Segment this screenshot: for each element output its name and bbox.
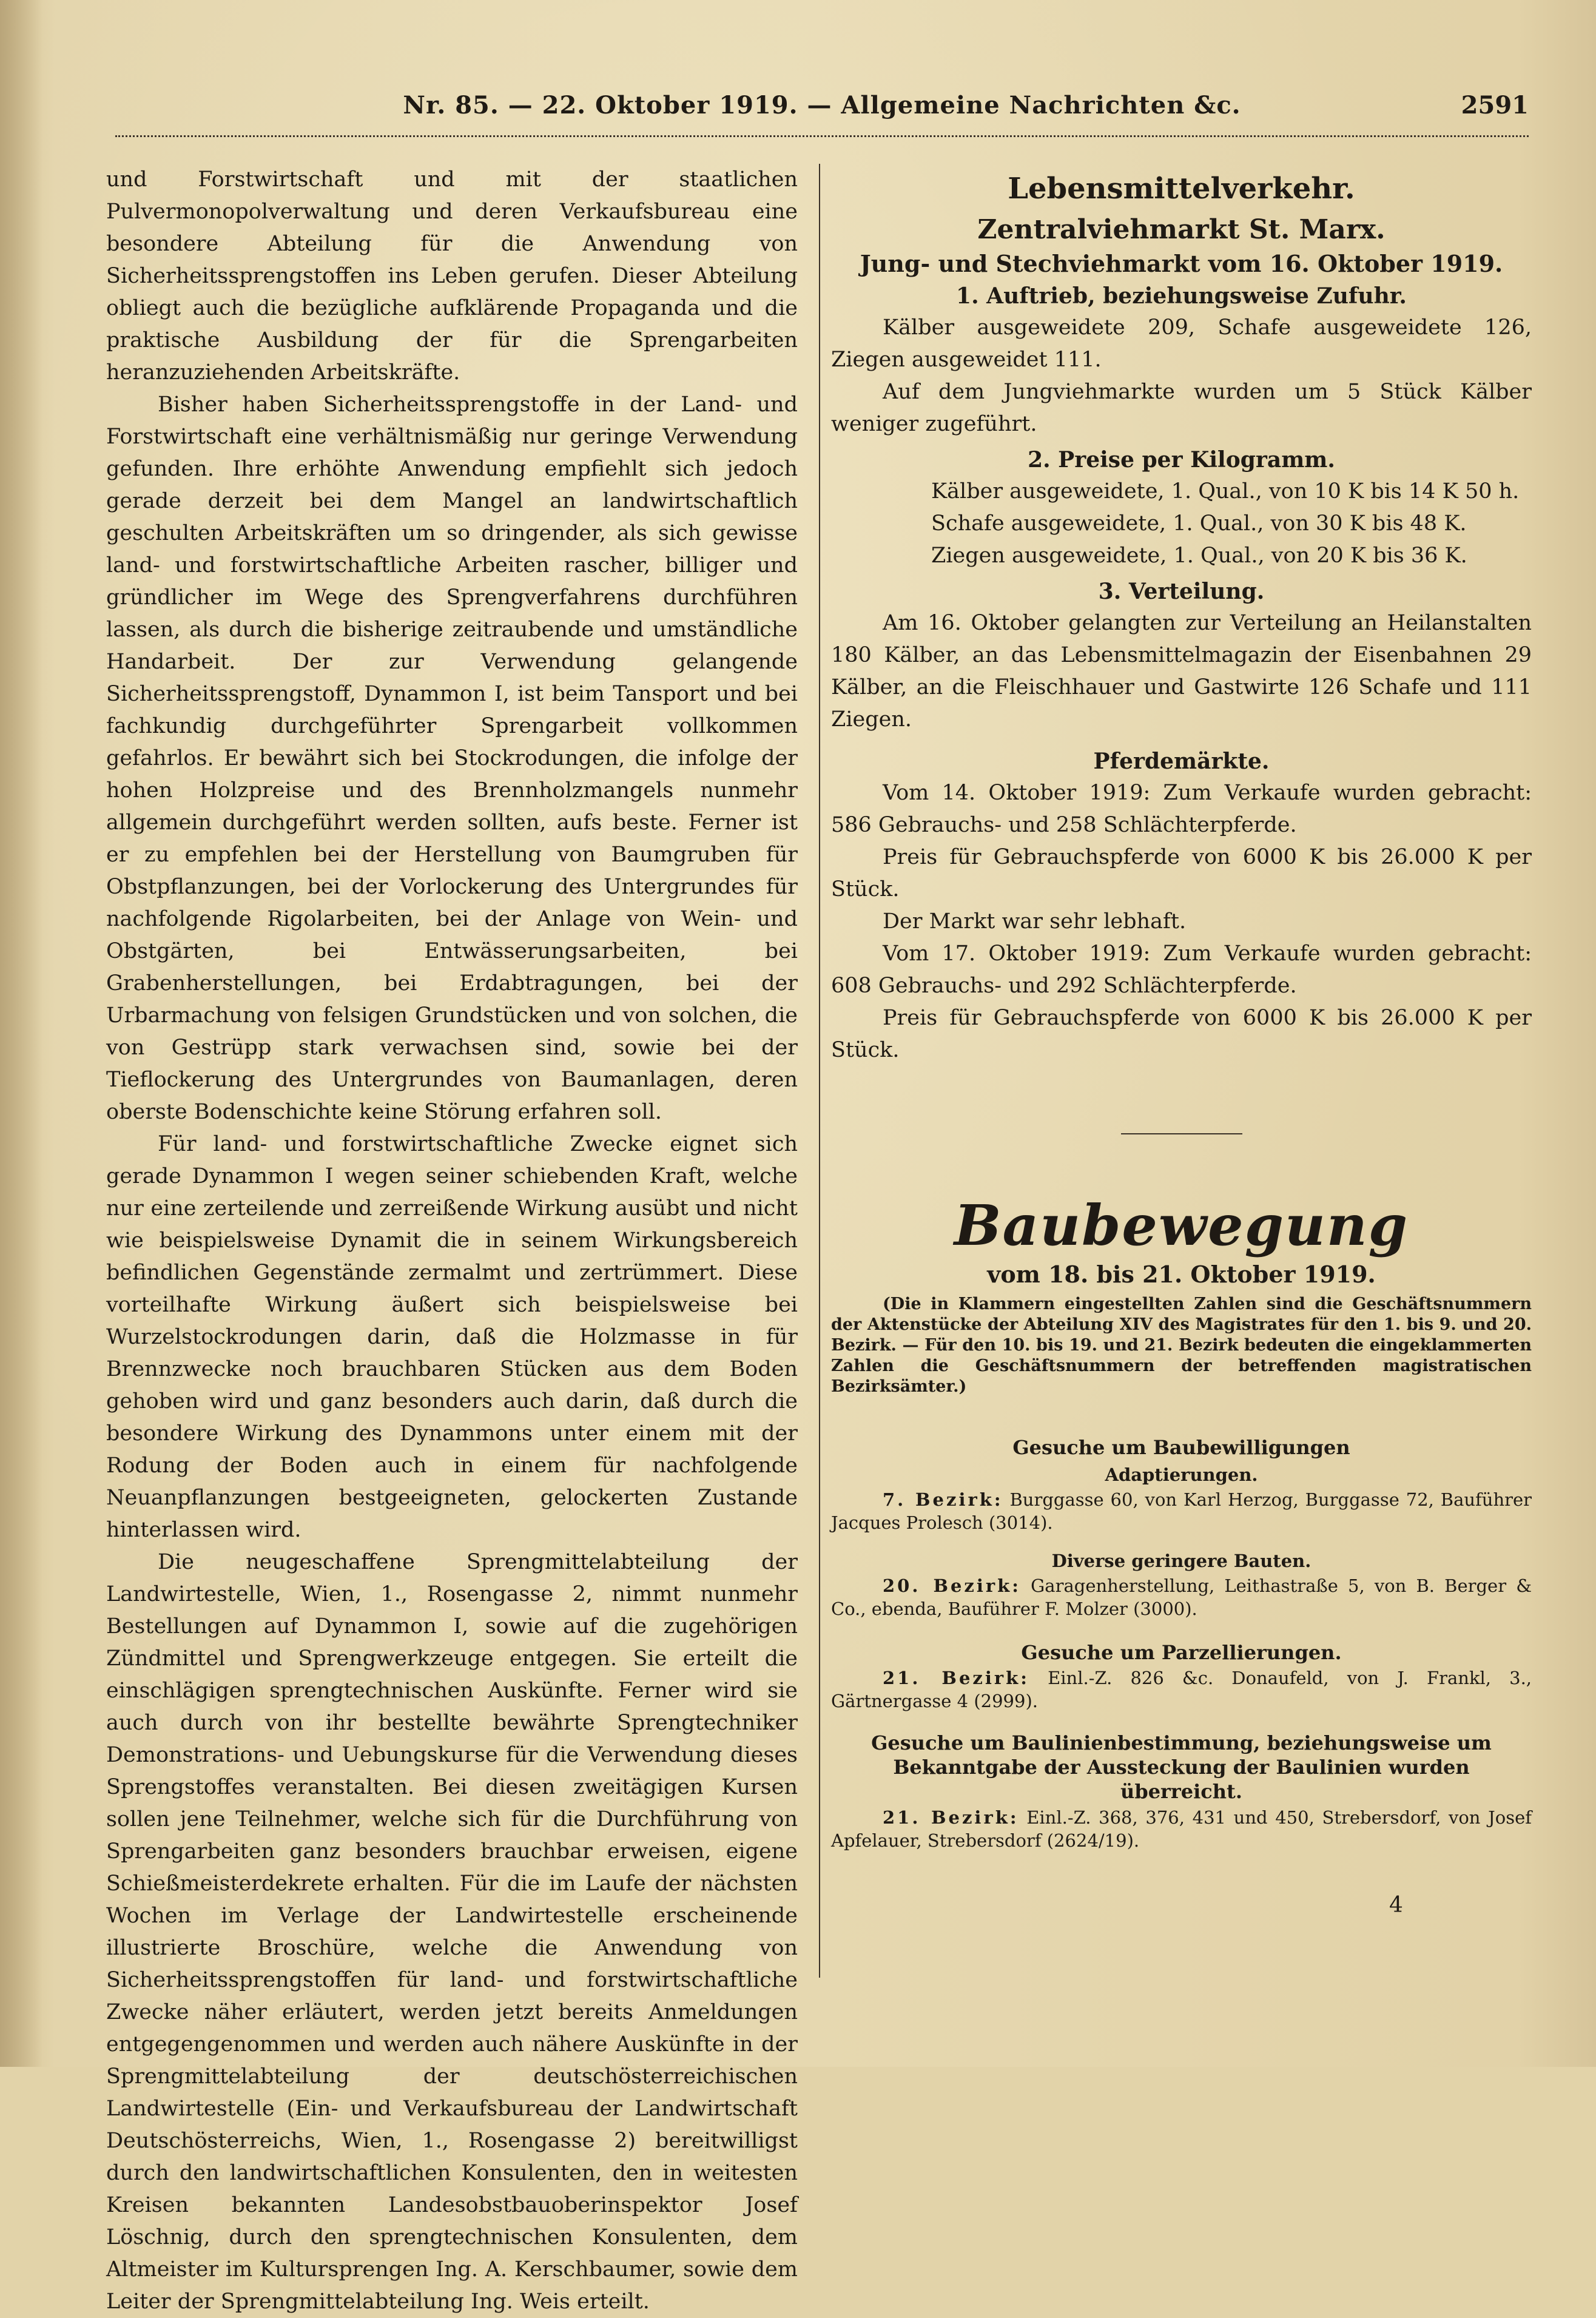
paper-edge [0,0,42,2067]
subsection-auftrieb: 1. Auftrieb, beziehungsweise Zufuhr. [956,283,1407,309]
price-line: Schafe ausgeweidete, 1. Qual., von 30 K bis 48 K. [931,511,1467,536]
column-divider [819,164,820,1978]
right-column [831,164,1532,1852]
subsection-preise: 2. Preise per Kilogramm. [1028,447,1335,473]
entry [831,1574,1532,1620]
horse-market-title: Pferdemärkte. [1093,749,1270,774]
district-label: 7. Bezirk: [883,1489,1003,1510]
paragraph: Die neugeschaffene Sprengmittelabteilung der Landwirtestelle, Wien, 1., Rosengasse 2, nimmt nunmehr Bestellungen auf Dynammon I, sowie auf die zugehörigen Zündmittel und Sprengwerkzeuge entgegen. Sie erteilt die einschlägigen sprengtechnischen Auskünfte. Ferner wird sie auch durch von ihr bestellte bewährte Sprengtechniker Demonstrations- und Uebungskurse für die Verwendung dieses Sprengstoffes veranstalten. Bei diesen zweitägigen Kursen sollen jene Teilnehmer, welche sich für die Durchführung von Sprengarbeiten ganz besonders brauchbar erweisen, eigene Schießmeisterdekrete erhalten. Für die im Laufe der nächsten Wochen im Verlage der Landwirtestelle erscheinende illustrierte Broschüre, welche die Anwendung von Sicherheitssprengstoffen für land- und forstwirtschaftliche Zwecke näher erläutert, werden jetzt bereits Anmeldungen entgegengenommen und werden auch nähere Auskünfte in der Sprengmittelabteilung der deutschösterreichischen Landwirtestelle (Ein- und Verkaufsbureau der Landwirtschaft Deutschösterreichs, Wien, 1., Rosengasse 2) bereitwilligst durch den landwirtschaftlichen Konsulenten, den in weitesten Kreisen bekannten Landesobstbauoberinspektor Josef Löschnig, durch den sprengtechnischen Konsulenten, dem Altmeister im Kultursprengen Ing. A. Kerschbaumer, sowie dem Leiter der Sprengmittelabteilung Ing. Weis erteilt. [106,1550,798,2314]
district-label: 21. Bezirk: [883,1668,1029,1688]
adaptierungen-subtitle: Adaptierungen. [1105,1464,1258,1485]
page-number: 2591 [1461,91,1529,120]
gesuche-baubewilligungen-title: Gesuche um Baubewilligungen [1012,1436,1350,1459]
price-line: Ziegen ausgeweidete, 1. Qual., von 20 K bis 36 K. [931,544,1467,568]
paragraph: Auf dem Jungviehmarkte wurden um 5 Stück Kälber weniger zugeführt. [831,380,1532,436]
entry-text: Garagenherstellung, Leithastraße 5, von B. Berger & Co., ebenda, Bauführer F. Molzer (3000). [831,1575,1532,1619]
diverse-subtitle: Diverse geringere Bauten. [1051,1551,1311,1571]
subsection-verteilung: 3. Verteilung. [1098,579,1265,604]
gesuche-parzellierungen-title: Gesuche um Parzellierungen. [1021,1641,1342,1664]
baubewegung-title: Baubewegung [954,1193,1409,1258]
entry-text: Burggasse 60, von Karl Herzog, Burggasse 72, Bauführer Jacques Prolesch (3014). [831,1489,1532,1533]
entry [831,1806,1532,1852]
header-title: Nr. 85. — 22. Oktober 1919. — Allgemeine Nachrichten &c. [403,91,1241,120]
paragraph: und Forstwirtschaft und mit der staatlichen Pulvermonopolverwaltung und deren Verkaufsbureau eine besondere Abteilung für die Anwendung von Sicherheitssprengstoffen ins Leben gerufen. Dieser Abteilung obliegt auch die bezügliche aufklärende Propaganda und die praktische Ausbildung der für die Sprengarbeiten heranzuziehenden Arbeitskräfte. [106,167,798,385]
entry [831,1666,1532,1713]
district-label: 20. Bezirk: [883,1575,1021,1596]
section-title-lebensmittel: Lebensmittelverkehr. [1008,172,1355,206]
paragraph: Bisher haben Sicherheitssprengstoffe in der Land- und Forstwirtschaft eine verhältnismäßig nur geringe Verwendung gefunden. Ihre erhöhte Anwendung empfiehlt sich jedoch gerade derzeit bei dem Mangel an landwirtschaftlich geschulten Arbeitskräften um so dringender, als sich gewisse land- und forstwirtschaftliche Arbeiten rascher, billiger und gründlicher im Wege des Sprengverfahrens durchführen lassen, als durch die bisherige zeitraubende und umständliche Handarbeit. Der zur Verwendung gelangende Sicherheitssprengstoff, Dynammon I, ist beim Tansport und bei fachkundig durchgeführter Sprengarbeit vollkommen gefahrlos. Er bewährt sich bei Stockrodungen, die infolge der hohen Holzpreise und des Brennholzmangels nunmehr allgemein durchgeführt werden sollten, aufs beste. Ferner ist er zu empfehlen bei der Herstellung von Baumgruben für Obstpflanzungen, bei der Vorlockerung des Untergrundes für nachfolgende Rigolarbeiten, bei der Anlage von Wein- und Obstgärten, bei Entwässerungsarbeiten, bei Grabenherstellungen, bei Erdabtragungen, bei der Urbarmachung von felsigen Grundstücken und von solchen, die von Gestrüpp stark verwachsen sind, sowie bei der Tieflockerung des Untergrundes von Baumanlagen, deren oberste Bodenschichte keine Störung erfahren soll. [106,393,798,1124]
paragraph: Für land- und forstwirtschaftliche Zwecke eignet sich gerade Dynammon I wegen seiner schiebenden Kraft, welche nur eine zerteilende und zerreißende Wirkung ausübt und nicht wie beispielsweise Dynamit die in seinem Wirkungsbereich befindlichen Gegenstände zermalmt und zertrümmert. Diese vorteilhafte Wirkung äußert sich beispielsweise bei Wurzelstockrodungen darin, daß die Holzmasse in für Brennzwecke noch brauchbaren Stücken aus dem Boden gehoben wird und ganz besonders auch darin, daß durch die besondere Wirkung des Dynammons unter einem mit der Rodung der Boden auch in einem für nachfolgende Neuanpflanzungen bestgeeigneten, gelockerten Zustande hinterlassen wird. [106,1132,798,1542]
paragraph: Vom 14. Oktober 1919: Zum Verkaufe wurden gebracht: 586 Gebrauchs- und 258 Schlächterpferde. [831,781,1532,837]
paragraph: Preis für Gebrauchspferde von 6000 K bis 26.000 K per Stück. [831,1006,1532,1062]
district-label: 21. Bezirk: [883,1807,1019,1828]
gesuche-baulinien-title: Gesuche um Baulinienbestimmung, beziehungsweise um Bekanntgabe der Aussteckung der Baulinien wurden überreicht. [871,1731,1492,1803]
paragraph: Der Markt war sehr lebhaft. [883,909,1187,934]
paragraph: Vom 17. Oktober 1919: Zum Verkaufe wurden gebracht: 608 Gebrauchs- und 292 Schlächterpferde. [831,942,1532,998]
paragraph: Preis für Gebrauchspferde von 6000 K bis 26.000 K per Stück. [831,845,1532,901]
paragraph: Kälber ausgeweidete 209, Schafe ausgeweidete 126, Ziegen ausgeweidet 111. [831,315,1532,372]
sheet-signature: 4 [1389,1893,1403,1918]
market-title: Zentralviehmarkt St. Marx. [977,214,1386,245]
baubewegung-note: (Die in Klammern eingestellten Zahlen sind die Geschäftsnummern der Aktenstücke der Abteilung XIV des Magistrates für den 1. bis 9. und 20. Bezirk. — Für den 10. bis 19. und 21. Bezirk bedeuten die eingeklammerten Zahlen die Geschäftsnummern der betreffenden magistratischen Bezirksämter.) [831,1295,1532,1396]
market-subtitle: Jung- und Stechviehmarkt vom 16. Oktober 1919. [860,250,1503,277]
page-header [115,91,1529,127]
entry [831,1488,1532,1534]
baubewegung-date: vom 18. bis 21. Oktober 1919. [987,1261,1376,1288]
entry-text: Einl.-Z. 826 &c. Donaufeld, von J. Frankl, 3., Gärtnergasse 4 (2999). [831,1668,1532,1711]
price-line: Kälber ausgeweidete, 1. Qual., von 10 K bis 14 K 50 h. [931,479,1520,504]
entry-text: Einl.-Z. 368, 376, 431 und 450, Strebersdorf, von Josef Apfelauer, Strebersdorf (2624/19). [831,1807,1532,1851]
header-rule [115,130,1529,137]
left-column [106,164,798,2318]
paragraph: Am 16. Oktober gelangten zur Verteilung an Heilanstalten 180 Kälber, an das Lebensmittelmagazin der Eisenbahnen 29 Kälber, an die Fleischhauer und Gastwirte 126 Schafe und 111 Ziegen. [831,611,1532,732]
